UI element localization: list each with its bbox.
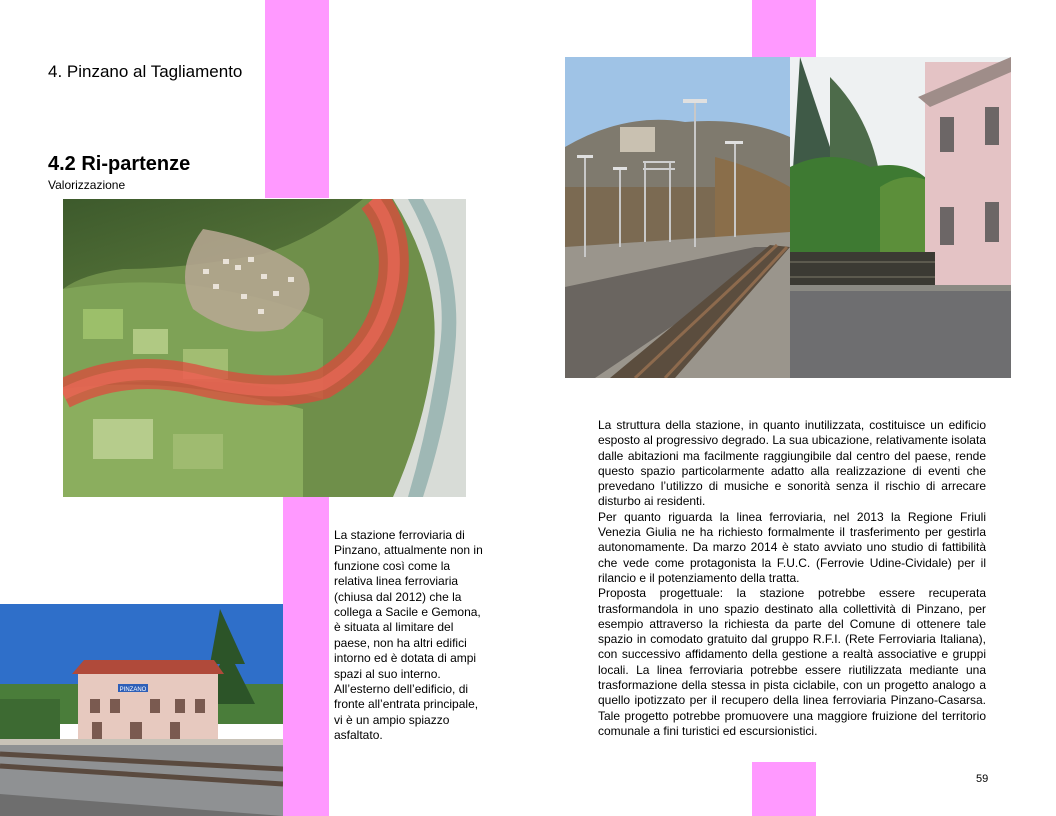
railway-platform-photo xyxy=(565,57,790,378)
station-description-text: La stazione ferroviaria di Pinzano, attualmente non in funzione così come la relativa linea ferroviaria (chiusa dal 2012) che la collega a Sacile e Gemona, è situata al limitare del paese, non ha altri edifici intorno ed è dotata di ampi spazi al suo interno. All’esterno dell’edificio, di fronte all’entrata principale, vi è un ampio spiazzo asfaltato. xyxy=(334,528,483,743)
section-subtitle: Valorizzazione xyxy=(48,178,126,192)
chapter-title: 4. Pinzano al Tagliamento xyxy=(48,62,243,81)
accent-bar-right-top xyxy=(752,0,816,58)
station-sign-text: PINZANO xyxy=(119,687,147,693)
station-front-photo xyxy=(790,57,1011,378)
paragraph-railway-line: Per quanto riguarda la linea ferroviaria, nel 2013 la Regione Friuli Venezia Giulia ne ha richiesto formalmente il trasferimento per gestirla autonomamente. Da marzo 2014 è stato avviato uno studio di fattibilità che vede come protagonista la F.U.C. (Ferrovie Udine-Cividale) per il rilancio e il potenziamento della tratta. xyxy=(598,509,986,585)
station-building-image xyxy=(0,604,283,816)
aerial-map-photo xyxy=(63,199,466,497)
station-building-photo xyxy=(0,604,283,816)
paragraph-station-structure: La struttura della stazione, in quanto inutilizzata, costituisce un edificio esposto al progressivo degrado. La sua ubicazione, relativamente isolata dalle abitazioni ma facilmente raggiungibile dal centro del paese, rende questo spazio particolarmente adatto alla realizzazione di eventi che prevedano l’utilizzo di musiche e sonorità senza il rischio di arrecare disturbo ai residenti. xyxy=(598,418,986,509)
accent-bar-right-bottom xyxy=(752,762,816,816)
accent-bar-left-top xyxy=(265,0,329,198)
aerial-map-image xyxy=(63,199,466,497)
accent-bar-left-bottom xyxy=(283,497,329,816)
paragraph-proposal: Proposta progettuale: la stazione potrebbe essere recuperata trasformandola in uno spazio destinato alla collettività di Pinzano, per esempio attraverso la richiesta da parte del Comune di ottenere tale spazio in comodato gratuito dal gruppo R.F.I. (Rete Ferroviaria Italiana), con successivo affidamento della gestione a realtà associative e gruppi locali. La linea ferroviaria potrebbe essere riutilizzata mediante una trasformazione della stessa in pista ciclabile, con un progetto analogo a quello ipotizzato per il recupero della linea ferroviaria Pinzano-Casarsa. Tale progetto potrebbe promuovere una maggiore fruizione del territorio comunale a fini turistici ed escursionistici. xyxy=(598,586,986,738)
page-number: 59 xyxy=(976,773,989,785)
railway-platform-image xyxy=(565,57,790,378)
station-front-image xyxy=(790,57,1011,378)
section-title: 4.2 Ri-partenze xyxy=(48,153,191,175)
project-proposal-text xyxy=(598,418,986,739)
